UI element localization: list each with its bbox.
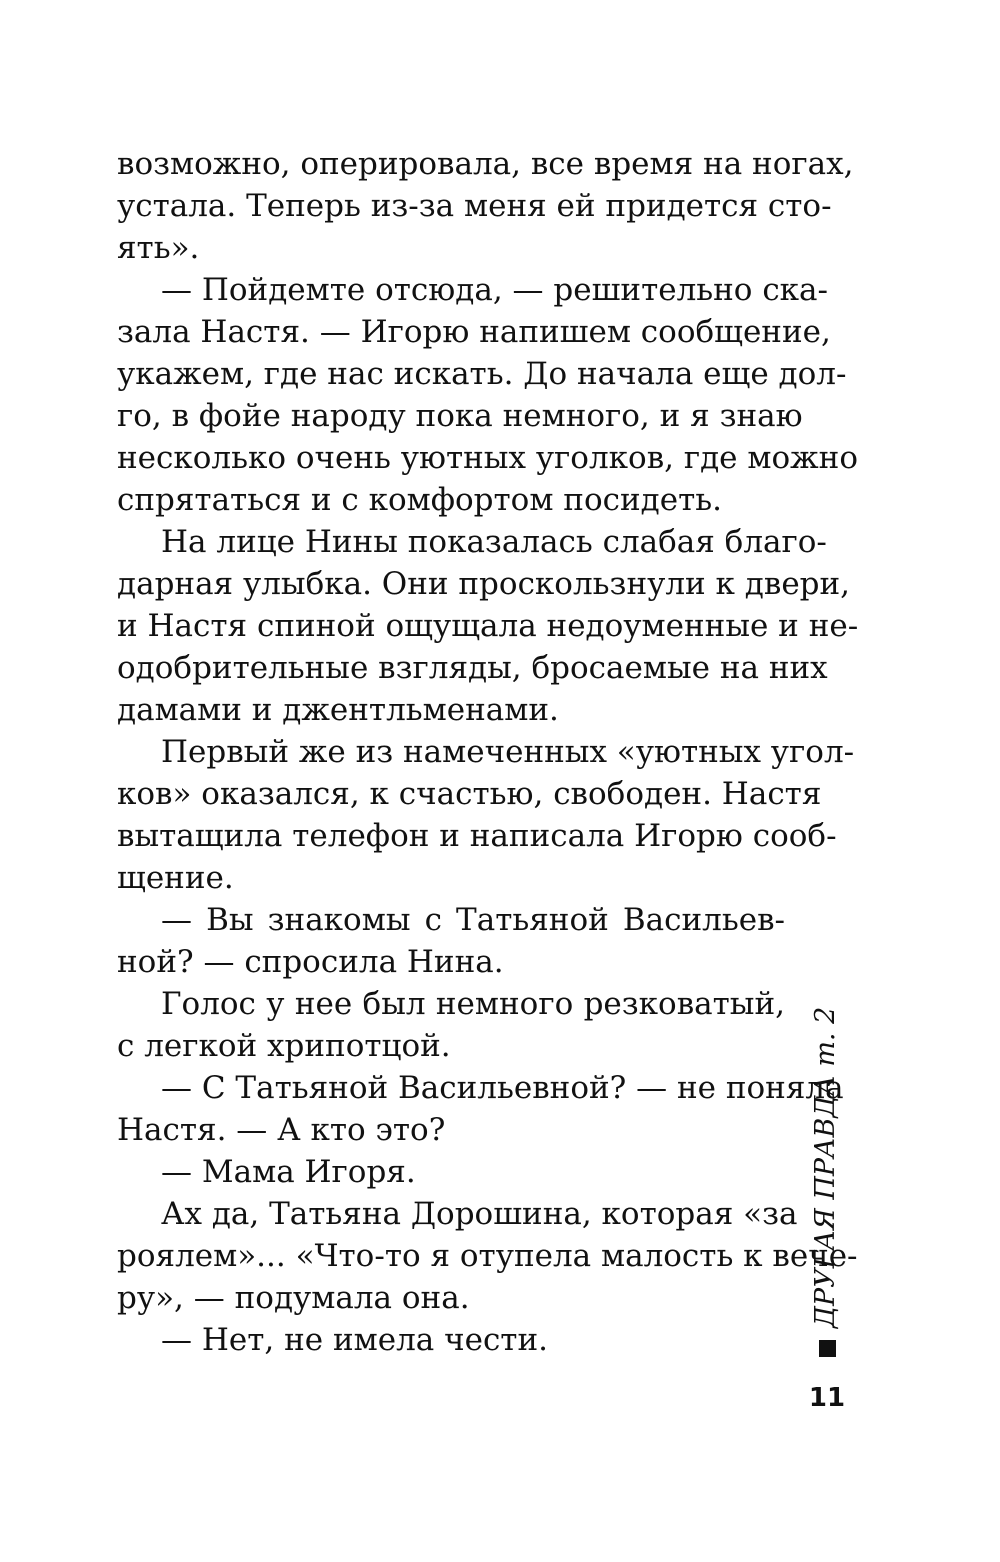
running-title: ДРУГАЯ ПРАВДА т. 2 [810,1006,841,1328]
text-line: — Вы знакомы с Татьяной Васильев- [161,902,785,938]
text-line: и Настя спиной ощущала недоуменные и не- [117,608,859,644]
text-line: — Пойдемте отсюда, — решительно ска- [161,272,829,308]
text-line: На лице Нины показалась слабая благо- [161,524,827,560]
text-line: щение. [117,860,234,896]
text-line: Голос у нее был немного резковатый, [161,986,785,1022]
text-line: устала. Теперь из-за меня ей придется сто- [117,188,832,224]
square-marker-icon [819,1340,836,1357]
text-line: Первый же из намеченных «уютных угол- [161,734,855,770]
text-line: ков» оказался, к счастью, свободен. Настя [117,776,822,812]
text-line: зала Настя. — Игорю напишем сообщение, [117,314,831,350]
text-line: ной? — спросила Нина. [117,944,504,980]
text-line: одобрительные взгляды, бросаемые на них [117,650,828,686]
text-line: роялем»... «Что-то я отупела малость к вече- [117,1238,858,1274]
text-line: с легкой хрипотцой. [117,1028,451,1064]
text-line: — Мама Игоря. [161,1154,416,1190]
text-line: го, в фойе народу пока немного, и я знаю [117,398,803,434]
text-line: укажем, где нас искать. До начала еще дол- [117,356,847,392]
text-line: Настя. — А кто это? [117,1112,446,1148]
text-line: — С Татьяной Васильевной? — не поняла [161,1070,844,1106]
text-line: спрятаться и с комфортом посидеть. [117,482,722,518]
text-line: возможно, оперировала, все время на ногах, [117,146,854,182]
text-line: — Нет, не имела чести. [161,1322,548,1358]
text-line: дамами и джентльменами. [117,692,559,728]
text-line: несколько очень уютных уголков, где можно [117,440,859,476]
text-line: вытащила телефон и написала Игорю сооб- [117,818,837,854]
text-line: дарная улыбка. Они проскользнули к двери, [117,566,851,602]
text-line: ру», — подумала она. [117,1280,470,1316]
page-number: 11 [808,1383,846,1413]
text-line: ять». [117,230,200,266]
text-line: Ах да, Татьяна Дорошина, которая «за [161,1196,798,1232]
